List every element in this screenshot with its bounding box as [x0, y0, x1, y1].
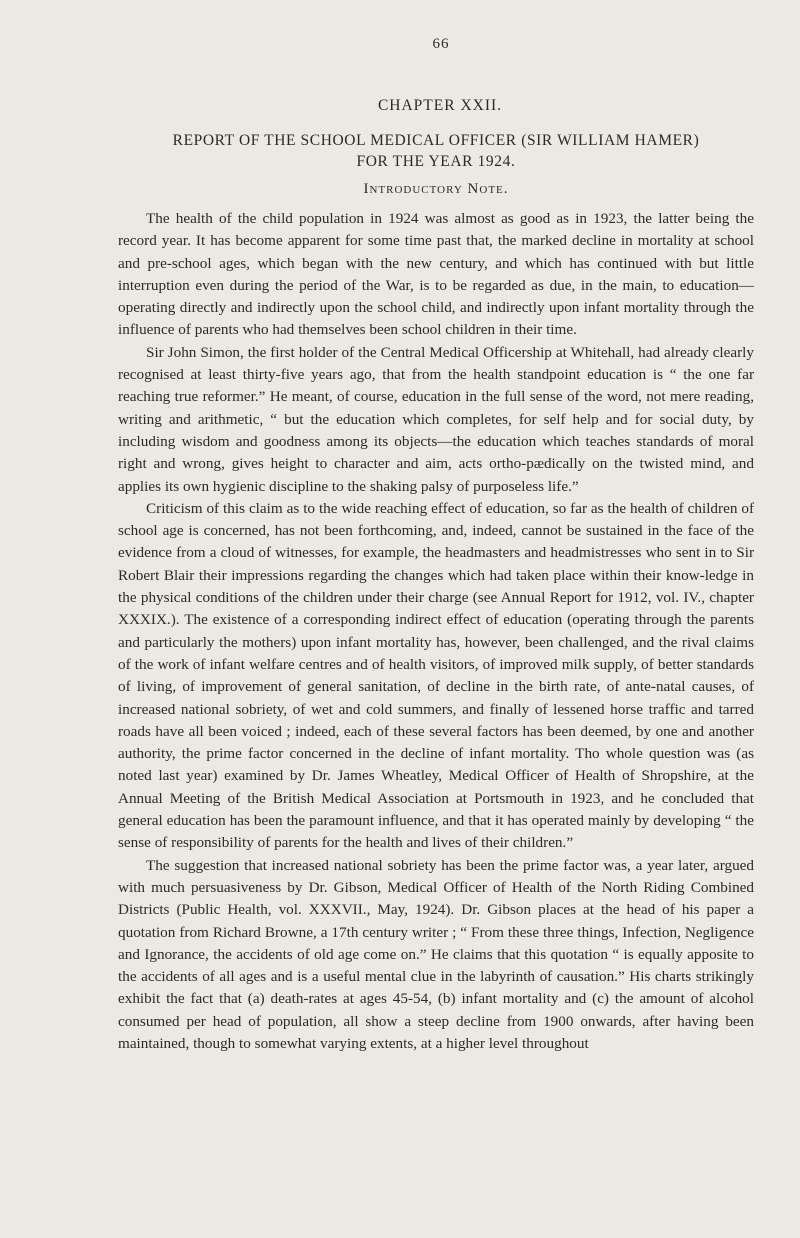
section-heading: Introductory Note.	[363, 181, 509, 197]
report-title-line-1: REPORT OF THE SCHOOL MEDICAL OFFICER (SIR WILLIAM HAMER)	[172, 132, 700, 149]
paragraph: Sir John Simon, the first holder of the Central Medical Officership at Whitehall, had already clearly recognised at least thirty-five years ago, that from the health standpoint education is “ the one far reaching true reformer.” He meant, of course, education in the full sense of the word, not mere reading, writing and arithmetic, “ but the education which completes, for self help and for social duty, by including wisdom and goodness among its objects—the education which teaches standards of moral right and wrong, gives height to character and aim, acts ortho-pædically on the twisted mind, and applies its own hygienic discipline to the shaking palsy of purposeless life.”	[118, 343, 754, 495]
chapter-heading: CHAPTER XXII.	[377, 97, 503, 114]
paragraph: Criticism of this claim as to the wide reaching effect of education, so far as the health of children of school age is concerned, has not been forthcoming, and, indeed, cannot be sustained in the face of the evidence from a cloud of witnesses, for example, the headmasters and headmistresses who sent in to Sir Robert Blair their impressions regarding the changes which had taken place within their know-ledge in the physical conditions of the children under their charge (see Annual Report for 1912, vol. IV., chapter XXXIX.). The existence of a corresponding indirect effect of education (operating through the parents and particularly the mothers) upon infant mortality has, however, been challenged, and the rival claims of the work of infant welfare centres and of health visitors, of improved milk supply, of better standards of living, of improvement of general sanitation, of decline in the birth rate, of ante-natal causes, of increased national sobriety, of wet and cold summers, and finally of lessened horse traffic and tarred roads have all been voiced ; indeed, each of these several factors has been deemed, by one and another authority, the prime factor concerned in the decline of infant mortality. Tho whole question was (as noted last year) examined by Dr. James Wheatley, Medical Officer of Health of Shropshire, at the Annual Meeting of the British Medical Association at Portsmouth in 1923, and he concluded that general education has been the paramount influence, and that it has operated mainly by developing “ the sense of responsibility of parents for the health and lives of their children.”	[118, 499, 754, 852]
report-title	[118, 130, 754, 172]
paragraph: The health of the child population in 1924 was almost as good as in 1923, the latter being the record year. It has become apparent for some time past that, the marked decline in mortality at school and pre-school ages, which began with the new century, and which has continued with but little interruption even during the period of the War, is to be regarded as due, in the main, to education—operating directly and indirectly upon the school child, and indirectly upon infant mortality through the influence of parents who had themselves been school children in their time.	[118, 210, 754, 339]
paragraph: The suggestion that increased national sobriety has been the prime factor was, a year later, argued with much persuasiveness by Dr. Gibson, Medical Officer of Health of the North Riding Combined Districts (Public Health, vol. XXXVII., May, 1924). Dr. Gibson places at the head of his paper a quotation from Richard Browne, a 17th century writer ; “ From these three things, Infection, Negligence and Ignorance, the accidents of old age come on.” He claims that this quotation “ is equally apposite to the accidents of all ages and is a useful mental clue in the labyrinth of causation.” His charts strikingly exhibit the fact that (a) death-rates at ages 45-54, (b) infant mortality and (c) the amount of alcohol consumed per head of population, all show a steep decline from 1900 onwards, after having been maintained, though to somewhat varying extents, at a higher level throughout	[118, 856, 754, 1052]
report-title-line-2: FOR THE YEAR 1924.	[356, 153, 516, 170]
page-number: 66	[432, 36, 450, 52]
